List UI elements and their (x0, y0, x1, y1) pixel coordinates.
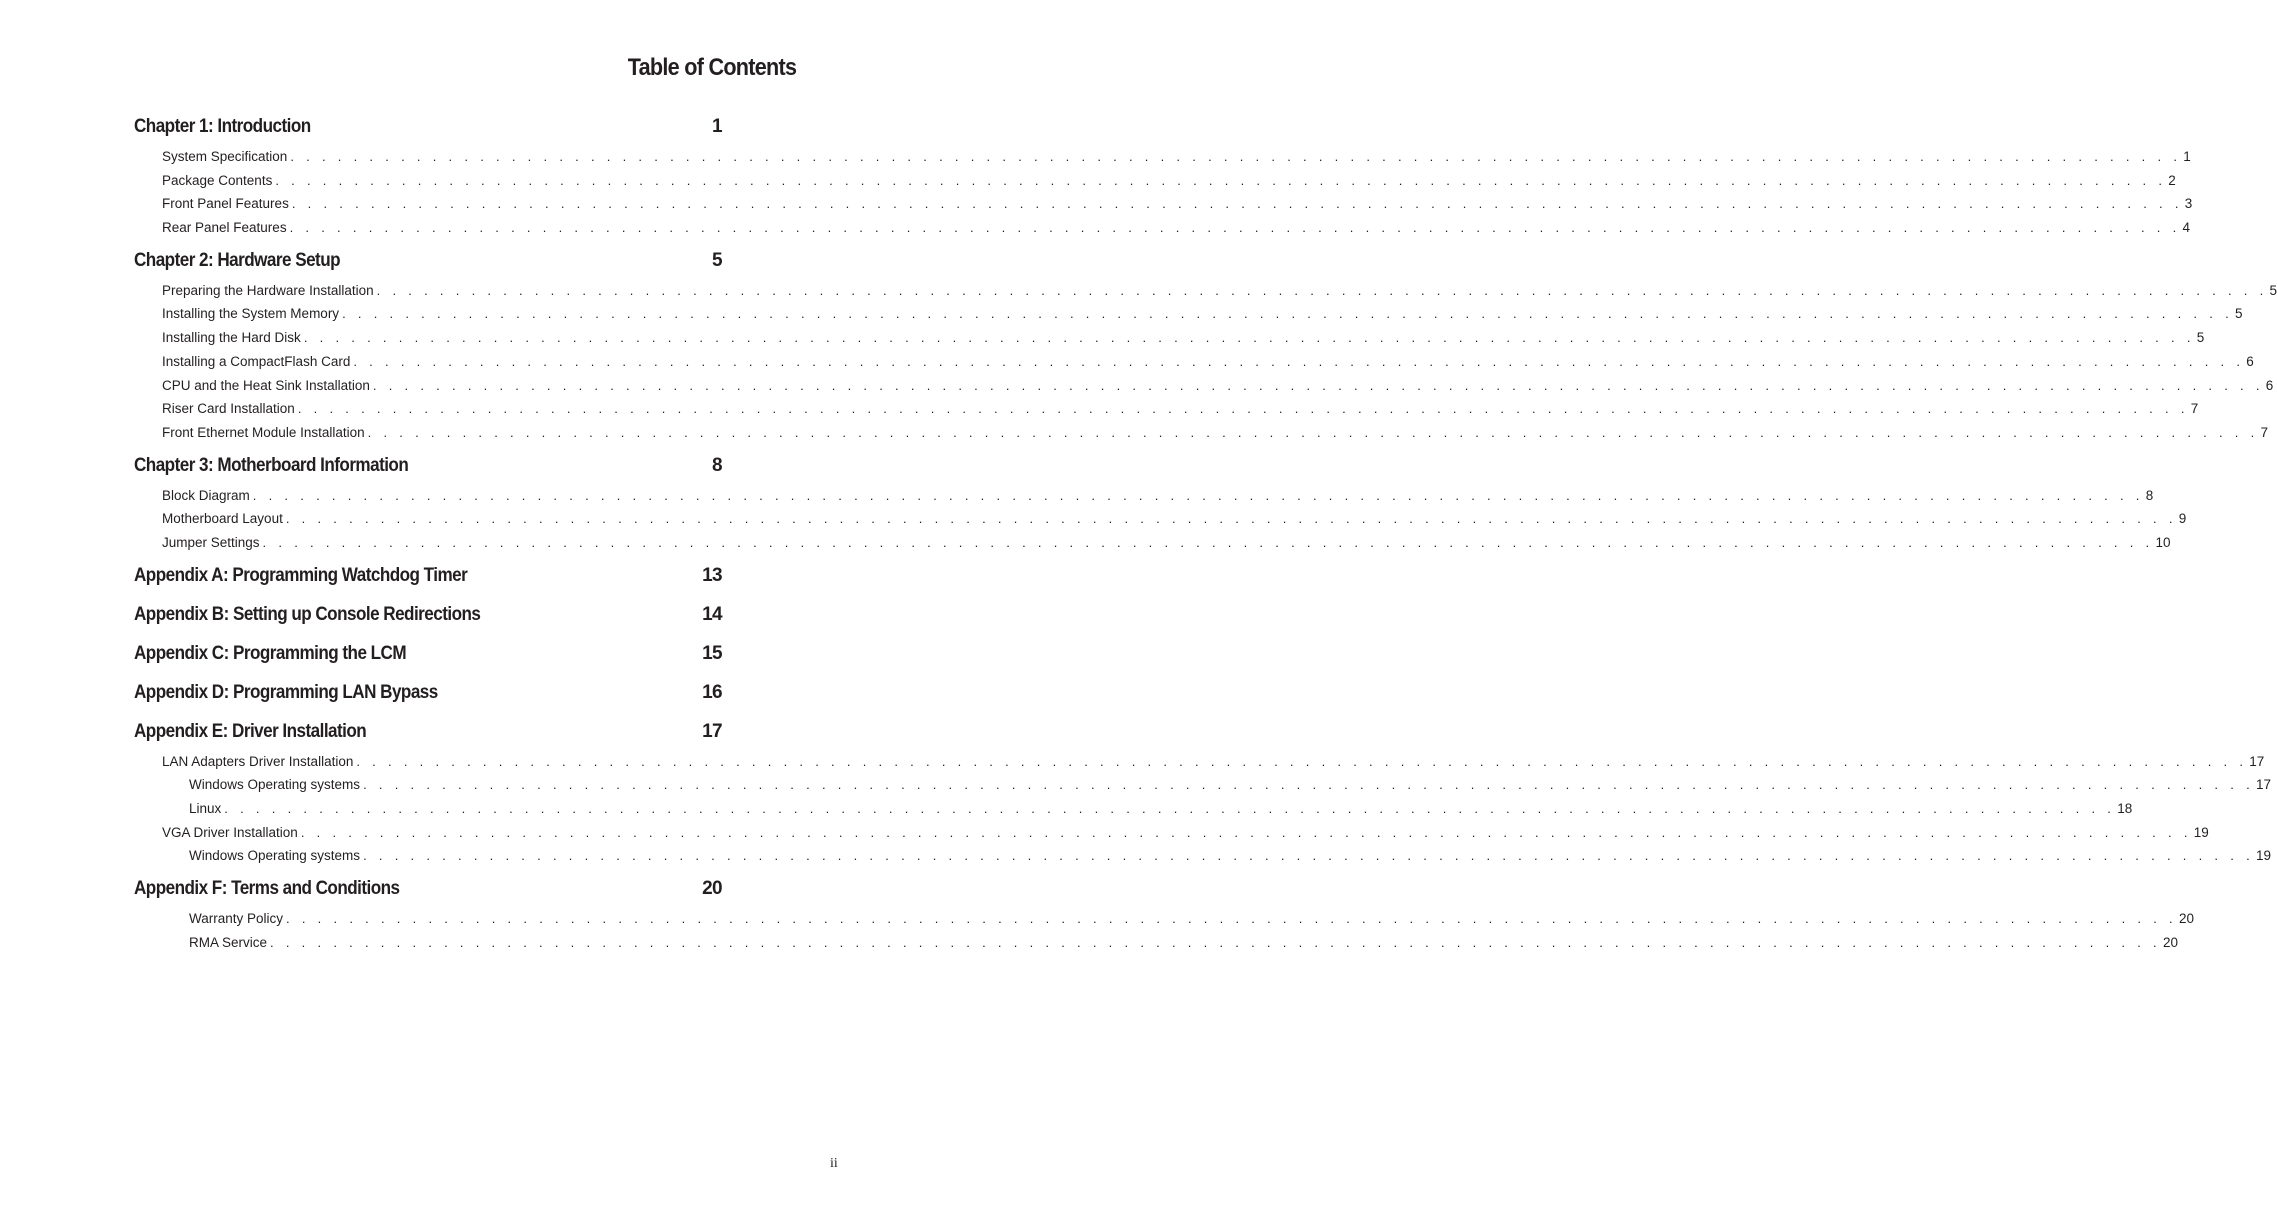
toc-heading[interactable] (134, 247, 722, 275)
toc-heading-title: Appendix B: Setting up Console Redirections (134, 603, 481, 625)
dot-leader: . . . . . . . . . . . . . . . . . . . . . . . . . . . . . . . . . . . . . . . . . . . . . . . . . . . . . . . . . . . . . . . . . . . . . . . . . . . . . . . . . . . . . . . . . . . . . . . . . . . . . . . . . . . . . . . . . . . . . . . . (297, 401, 2189, 417)
toc-entry-page: 6 (2265, 377, 2274, 393)
dot-leader: . . . . . . . . . . . . . . . . . . . . . . . . . . . . . . . . . . . . . . . . . . . . . . . . . . . . . . . . . . . . . . . . . . . . . . . . . . . . . . . . . . . . . . . . . . . . . . . . . . . . . . . . . . . . . . . . . . . . . . . . (270, 934, 2161, 950)
toc-entry-page: 3 (2184, 196, 2193, 212)
toc-entry[interactable] (134, 374, 2274, 398)
toc-entry-title: Riser Card Installation (162, 401, 295, 417)
toc-entry-page: 19 (2193, 824, 2209, 840)
toc-entry-title: Jumper Settings (162, 534, 260, 550)
dot-leader: . . . . . . . . . . . . . . . . . . . . . . . . . . . . . . . . . . . . . . . . . . . . . . . . . . . . . . . . . . . . . . . . . . . . . . . . . . . . . . . . . . . . . . . . . . . . . . . . . . . . . . . . . . . . . . . . . . . . . . . . (290, 149, 2182, 164)
table-of-contents (134, 113, 2277, 961)
dot-leader: . . . . . . . . . . . . . . . . . . . . . . . . . . . . . . . . . . . . . . . . . . . . . . . . . . . . . . . . . . . . . . . . . . . . . . . . . . . . . . . . . . . . . . . . . . . . . . . . . . . . . . . . . . . . . . . . . . . . . . . . (363, 848, 2254, 864)
toc-entry-page: 7 (2190, 401, 2199, 417)
dot-leader: . . . . . . . . . . . . . . . . . . . . . . . . . . . . . . . . . . . . . . . . . . . . . . . . . . . . . . . . . . . . . . . . . . . . . . . . . . . . . . . . . . . . . . . . . . . . . . . . . . . . . . . . . . . . . . . . . . . . . . . . (275, 172, 2167, 188)
dot-leader: . . . . . . . . . . . . . . . . . . . . . . . . . . . . . . . . . . . . . . . . . . . . . . . . . . . . . . . . . . . . . . . . . . . . . . . . . . . . . . . . . . . . . . . . . . . . . . . . . . . . . . . . . . . . . . . . . . . . . . . . (285, 511, 2177, 527)
dot-leader: . . . . . . . . . . . . . . . . . . . . . . . . . . . . . . . . . . . . . . . . . . . . . . . . . . . . . . . . . . . . . . . . . . . . . . . . . . . . . . . . . . . . . . . . . . . . . . . . . . . . . . . . . . . . . . . . . . . . . . . . (289, 220, 2181, 236)
dot-leader: . . . . . . . . . . . . . . . . . . . . . . . . . . . . . . . . . . . . . . . . . . . . . . . . . . . . . . . . . . . . . . . . . . . . . . . . . . . . . . . . . . . . . . . . . . . . . . . . . . . . . . . . . . . . . . . . . . . . . . . . (356, 753, 2248, 769)
toc-entry[interactable] (134, 821, 2209, 845)
toc-entry-page: 9 (2178, 511, 2187, 527)
toc-entry-page: 4 (2182, 220, 2191, 236)
toc-entry-title: Front Panel Features (162, 196, 289, 212)
toc-entry[interactable] (134, 797, 2133, 821)
toc-entry-title: System Specification (162, 149, 288, 164)
toc-heading-title: Chapter 1: Introduction (134, 116, 311, 137)
toc-entry-page: 1 (2183, 149, 2191, 164)
toc-entry-title: Warranty Policy (189, 911, 284, 927)
toc-entry[interactable] (134, 350, 2254, 374)
toc-section (134, 718, 2272, 868)
toc-entry-title: Installing a CompactFlash Card (162, 353, 351, 369)
toc-entry-title: Rear Panel Features (162, 220, 287, 236)
toc-entry-title: Windows Operating systems (189, 777, 361, 793)
toc-entry[interactable] (134, 484, 2154, 508)
toc-entry-page: 5 (2269, 282, 2277, 298)
toc-entry-page: 20 (2162, 934, 2178, 950)
toc-entry-title: Installing the Hard Disk (162, 330, 301, 346)
toc-entry-title: VGA Driver Installation (162, 824, 298, 840)
toc-heading-page: 14 (702, 603, 722, 625)
toc-heading-title: Appendix D: Programming LAN Bypass (134, 681, 438, 703)
toc-entry-title: Installing the System Memory (162, 306, 340, 322)
toc-heading[interactable] (134, 718, 722, 746)
toc-entry-title: Windows Operating systems (189, 848, 361, 864)
toc-entry-title: Package Contents (162, 172, 273, 188)
toc-entry[interactable] (134, 531, 2171, 555)
toc-entry[interactable] (134, 397, 2199, 421)
toc-entry-page: 8 (2145, 487, 2154, 503)
toc-section (134, 875, 2194, 954)
dot-leader: . . . . . . . . . . . . . . . . . . . . . . . . . . . . . . . . . . . . . . . . . . . . . . . . . . . . . . . . . . . . . . . . . . . . . . . . . . . . . . . . . . . . . . . . . . . . . . . . . . . . . . . . . . . . . . . . . . . . . . . . (252, 487, 2144, 503)
toc-heading-title: Chapter 2: Hardware Setup (134, 249, 341, 271)
toc-heading-title: Appendix A: Programming Watchdog Timer (134, 564, 468, 586)
toc-section (134, 601, 722, 629)
toc-section (134, 640, 722, 668)
toc-entry[interactable] (134, 421, 2269, 445)
dot-leader: . . . . . . . . . . . . . . . . . . . . . . . . . . . . . . . . . . . . . . . . . . . . . . . . . . . . . . . . . . . . . . . . . . . . . . . . . . . . . . . . . . . . . . . . . . . . . . . . . . . . . . . . . . . . . . . . . . . . . . . . (367, 424, 2259, 440)
dot-leader: . . . . . . . . . . . . . . . . . . . . . . . . . . . . . . . . . . . . . . . . . . . . . . . . . . . . . . . . . . . . . . . . . . . . . . . . . . . . . . . . . . . . . . . . . . . . . . . . . . . . . . . . . . . . . . . . . . . . . . . . (376, 282, 2268, 298)
toc-heading-title: Appendix E: Driver Installation (134, 720, 367, 742)
toc-entry-page: 7 (2260, 424, 2269, 440)
toc-entry[interactable] (134, 326, 2205, 350)
toc-heading-page: 15 (702, 642, 722, 664)
toc-entry-page: 20 (2178, 911, 2194, 927)
toc-heading-title: Appendix C: Programming the LCM (134, 642, 407, 664)
toc-heading[interactable] (134, 452, 722, 480)
toc-entry[interactable] (134, 907, 2194, 931)
toc-entry[interactable] (134, 192, 2193, 216)
toc-entry-title: Preparing the Hardware Installation (162, 282, 374, 298)
page-number: ii (830, 1156, 838, 1171)
toc-heading[interactable] (134, 640, 722, 668)
toc-heading-title: Chapter 3: Motherboard Information (134, 454, 409, 476)
toc-entry-page: 2 (2168, 172, 2176, 188)
toc-heading-page: 5 (712, 249, 722, 271)
dot-leader: . . . . . . . . . . . . . . . . . . . . . . . . . . . . . . . . . . . . . . . . . . . . . . . . . . . . . . . . . . . . . . . . . . . . . . . . . . . . . . . . . . . . . . . . . . . . . . . . . . . . . . . . . . . . . . . . . . . . . . . . (353, 353, 2245, 369)
toc-heading-title: Appendix F: Terms and Conditions (134, 878, 400, 900)
toc-entry-page: 5 (2196, 330, 2205, 346)
toc-section (134, 452, 2187, 555)
toc-entry[interactable] (134, 216, 2191, 240)
dot-leader: . . . . . . . . . . . . . . . . . . . . . . . . . . . . . . . . . . . . . . . . . . . . . . . . . . . . . . . . . . . . . . . . . . . . . . . . . . . . . . . . . . . . . . . . . . . . . . . . . . . . . . . . . . . . . . . . . . . . . . . . (342, 306, 2233, 322)
toc-entry-page: 10 (2155, 534, 2171, 550)
toc-heading-page: 17 (702, 720, 722, 742)
toc-heading-page: 13 (702, 564, 722, 586)
toc-heading-page: 16 (702, 681, 722, 703)
toc-entry[interactable] (134, 507, 2187, 531)
toc-entry[interactable] (134, 302, 2243, 326)
toc-heading[interactable] (134, 562, 722, 590)
toc-entry-title: Motherboard Layout (162, 511, 283, 527)
toc-heading[interactable] (134, 679, 722, 707)
toc-entry-page: 5 (2234, 306, 2243, 322)
toc-heading-page: 8 (712, 454, 722, 476)
toc-entry-title: RMA Service (189, 934, 268, 950)
toc-entry[interactable] (134, 931, 2178, 955)
toc-section (134, 113, 2193, 240)
dot-leader: . . . . . . . . . . . . . . . . . . . . . . . . . . . . . . . . . . . . . . . . . . . . . . . . . . . . . . . . . . . . . . . . . . . . . . . . . . . . . . . . . . . . . . . . . . . . . . . . . . . . . . . . . . . . . . . . . . . . . . . . (372, 377, 2264, 393)
toc-entry[interactable] (134, 169, 2176, 193)
dot-leader: . . . . . . . . . . . . . . . . . . . . . . . . . . . . . . . . . . . . . . . . . . . . . . . . . . . . . . . . . . . . . . . . . . . . . . . . . . . . . . . . . . . . . . . . . . . . . . . . . . . . . . . . . . . . . . . . . . . . . . . . (262, 534, 2154, 550)
toc-section (134, 679, 722, 707)
toc-entry-page: 18 (2117, 801, 2133, 816)
toc-entry-title: Block Diagram (162, 487, 250, 503)
toc-entry-page: 17 (2255, 777, 2272, 793)
dot-leader: . . . . . . . . . . . . . . . . . . . . . . . . . . . . . . . . . . . . . . . . . . . . . . . . . . . . . . . . . . . . . . . . . . . . . . . . . . . . . . . . . . . . . . . . . . . . . . . . . . . . . . . . . . . . . . . . . . . . . . . . (286, 911, 2177, 927)
toc-entry-title: CPU and the Heat Sink Installation (162, 377, 370, 393)
toc-heading-page: 20 (702, 878, 722, 900)
toc-entry[interactable] (134, 279, 2277, 303)
toc-entry[interactable] (134, 844, 2272, 868)
toc-entry[interactable] (134, 773, 2272, 797)
toc-entry-title: LAN Adapters Driver Installation (162, 753, 354, 769)
toc-entry-title: Front Ethernet Module Installation (162, 424, 365, 440)
toc-entry-page: 19 (2255, 848, 2272, 864)
toc-entry-page: 6 (2246, 353, 2254, 369)
toc-entry[interactable] (134, 750, 2265, 774)
toc-section (134, 562, 722, 590)
toc-section (134, 247, 2277, 445)
toc-entry-page: 17 (2249, 753, 2265, 769)
dot-leader: . . . . . . . . . . . . . . . . . . . . . . . . . . . . . . . . . . . . . . . . . . . . . . . . . . . . . . . . . . . . . . . . . . . . . . . . . . . . . . . . . . . . . . . . . . . . . . . . . . . . . . . . . . . . . . . . . . . . . . . . (300, 824, 2192, 840)
toc-entry-title: Linux (189, 801, 222, 816)
toc-heading[interactable] (134, 113, 722, 141)
dot-leader: . . . . . . . . . . . . . . . . . . . . . . . . . . . . . . . . . . . . . . . . . . . . . . . . . . . . . . . . . . . . . . . . . . . . . . . . . . . . . . . . . . . . . . . . . . . . . . . . . . . . . . . . . . . . . . . . . . . . . . . . (363, 777, 2254, 793)
page-title: Table of Contents (627, 54, 796, 81)
toc-heading-page: 1 (712, 116, 722, 137)
dot-leader: . . . . . . . . . . . . . . . . . . . . . . . . . . . . . . . . . . . . . . . . . . . . . . . . . . . . . . . . . . . . . . . . . . . . . . . . . . . . . . . . . . . . . . . . . . . . . . . . . . . . . . . . . . . . . . . . . . . . . . . . (224, 801, 2116, 816)
dot-leader: . . . . . . . . . . . . . . . . . . . . . . . . . . . . . . . . . . . . . . . . . . . . . . . . . . . . . . . . . . . . . . . . . . . . . . . . . . . . . . . . . . . . . . . . . . . . . . . . . . . . . . . . . . . . . . . . . . . . . . . . (303, 330, 2195, 346)
toc-entry[interactable] (134, 145, 2191, 169)
dot-leader: . . . . . . . . . . . . . . . . . . . . . . . . . . . . . . . . . . . . . . . . . . . . . . . . . . . . . . . . . . . . . . . . . . . . . . . . . . . . . . . . . . . . . . . . . . . . . . . . . . . . . . . . . . . . . . . . . . . . . . . . (291, 196, 2183, 212)
toc-heading[interactable] (134, 601, 722, 629)
toc-heading[interactable] (134, 875, 722, 903)
